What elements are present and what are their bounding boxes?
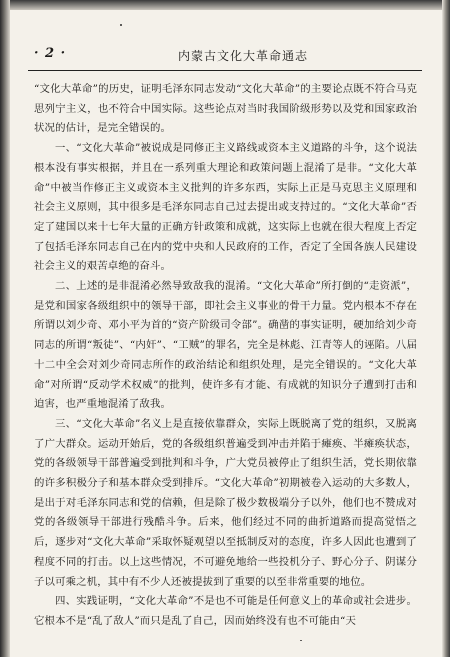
scan-shadow-right [442, 0, 450, 657]
page-number: · 2 · [34, 46, 67, 61]
paragraph-intro: “文化大革命”的历史，证明毛泽东同志发动“文化大革命”的主要论点既不符合马克思列宁主义，也不符合中国实际。这些论点对当时我国阶级形势以及党和国家政治状况的估计，是完全错误的。 [34, 83, 417, 135]
paragraph-point-4: 四、实践证明，“文化大革命”不是也不可能是任何意义上的革命或社会进步。它根本不是“乱了敌人”而只是乱了自己，因而始终没有也不可能由“天 [34, 595, 417, 627]
header-rule [28, 70, 422, 71]
scan-speck [300, 640, 302, 641]
book-title: 内蒙古文化大革命通志 [178, 49, 309, 63]
scan-shadow-top [0, 0, 450, 10]
paragraph-point-1: 一、“文化大革命”被说成是同修正主义路线或资本主义道路的斗争，这个说法根本没有事实根据，并且在一系列重大理论和政策问题上混淆了是非。“文化大革命”中被当作修正主义或资本主义批判的许多东西，实际上正是马克思主义原理和社会主义原则，其中很多是毛泽东同志自己过去提出或支持过的。“文化大革命”否定了建国以来十七年大量的正确方针政策和成就，这实际上也就在很大程度上否定了包括毛泽东同志自己在内的党中央和人民政府的工作，否定了全国各族人民建设社会主义的艰苦卓绝的奋斗。 [34, 142, 417, 273]
paragraph-point-3: 三、“文化大革命”名义上是直接依靠群众，实际上既脱离了党的组织，又脱离了广大群众。运动开始后，党的各级组织普遍受到冲击并陷于瘫痪、半瘫痪状态，党的各级领导干部普遍受到批判和斗争，广大党员被停止了组织生活，党长期依靠的许多积极分子和基本群众受到排斥。“文化大革命”初期被卷入运动的大多数人，是出于对毛泽东同志和党的信赖，但是除了极少数极端分子以外，他们也不赞成对党的各级领导干部进行残酷斗争。后来，他们经过不同的曲折道路而提高觉悟之后，逐步对“文化大革命”采取怀疑观望以至抵制反对的态度，许多人因此也遭到了程度不同的打击。以上这些情况，不可避免地给一些投机分子、野心分子、阴谋分子以可乘之机，其中有不少人还被提拔到了重要的以至非常重要的地位。 [34, 417, 417, 588]
paragraph-point-2: 二、上述的是非混淆必然导致敌我的混淆。“文化大革命”所打倒的“走资派”，是党和国家各级组织中的领导干部，即社会主义事业的骨干力量。党内根本不存在所谓以刘少奇、邓小平为首的“资产阶级司令部”。确凿的事实证明，硬加给刘少奇同志的所谓“叛徒”、“内奸”、“工贼”的罪名，完全是林彪、江青等人的诬陷。八届十二中全会对刘少奇同志所作的政治结论和组织处理，是完全错误的。“文化大革命”对所谓“反动学术权威”的批判，使许多有才能、有成就的知识分子遭到打击和迫害，也严重地混淆了敌我。 [34, 280, 417, 411]
running-header [28, 46, 422, 68]
scan-speck [120, 24, 122, 26]
scan-shadow-left [0, 0, 10, 657]
body-text [34, 80, 417, 632]
